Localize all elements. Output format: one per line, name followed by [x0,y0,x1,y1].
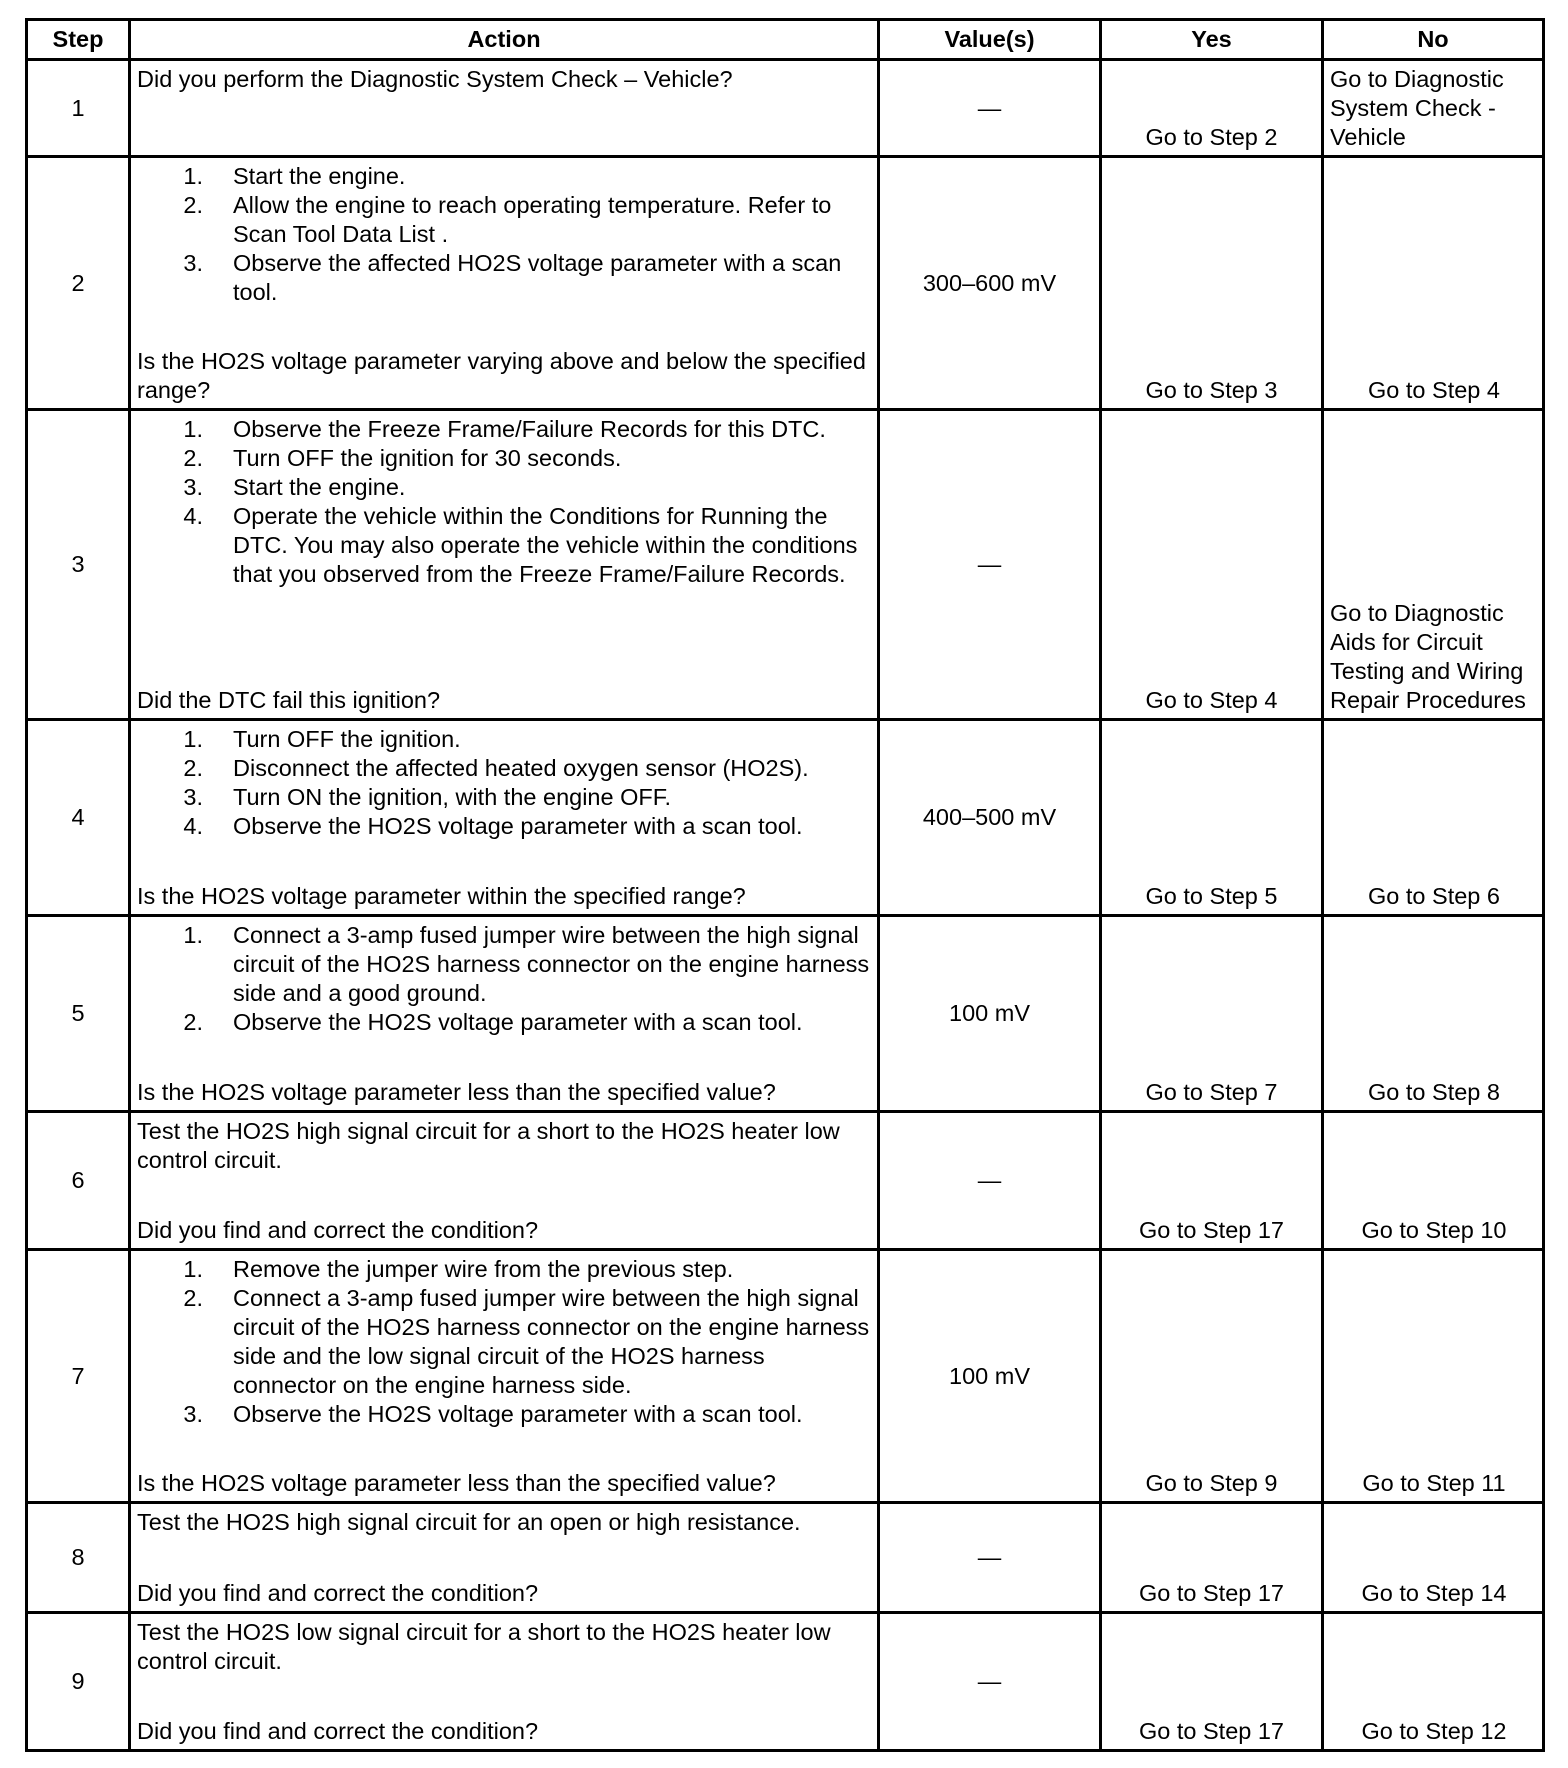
instruction-item: Turn ON the ignition, with the engine OFF. [233,784,672,810]
action-question: Did you find and correct the condition? [137,1217,539,1243]
no-cell: Go to Step 12 [1323,1613,1544,1751]
action-cell [130,1250,879,1503]
header-action: Action [130,20,879,60]
action-content [137,1508,871,1608]
value-cell: 400–500 mV [879,720,1101,916]
step-number: 4 [27,720,130,916]
step-number: 8 [27,1503,130,1613]
action-question: Is the HO2S voltage parameter within the specified range? [137,883,746,909]
action-question: Is the HO2S voltage parameter less than the specified value? [137,1079,776,1105]
table-row [27,157,1544,410]
action-cell [130,720,879,916]
table-row [27,916,1544,1112]
action-cell [130,1503,879,1613]
value-cell: — [879,410,1101,720]
instruction-item: Turn OFF the ignition. [233,726,461,752]
action-content [137,1618,871,1746]
instruction-item: Allow the engine to reach operating temperature. Refer to Scan Tool Data List . [233,192,832,247]
yes-cell: Go to Step 2 [1101,60,1323,157]
no-cell: Go to Step 4 [1323,157,1544,410]
instruction-item: Remove the jumper wire from the previous step. [233,1256,734,1282]
action-question: Is the HO2S voltage parameter varying above and below the specified range? [137,348,866,403]
yes-cell: Go to Step 4 [1101,410,1323,720]
action-cell [130,60,879,157]
action-question: Did the DTC fail this ignition? [137,687,441,713]
action-content [137,1117,871,1245]
action-text: Test the HO2S high signal circuit for an open or high resistance. [137,1509,801,1535]
no-cell: Go to Step 10 [1323,1112,1544,1250]
action-cell [130,157,879,410]
header-value: Value(s) [879,20,1101,60]
action-cell [130,1613,879,1751]
instruction-item: Observe the Freeze Frame/Failure Records for this DTC. [233,416,826,442]
yes-cell: Go to Step 7 [1101,916,1323,1112]
instruction-item: Start the engine. [233,163,406,189]
table-row [27,1250,1544,1503]
step-instructions [137,1255,871,1429]
value-cell: 100 mV [879,1250,1101,1503]
action-content [137,921,871,1107]
yes-cell: Go to Step 17 [1101,1613,1323,1751]
table-row [27,720,1544,916]
no-cell: Go to Diagnostic Aids for Circuit Testing and Wiring Repair Procedures [1323,410,1544,720]
table-row [27,1503,1544,1613]
action-text: Did you perform the Diagnostic System Check – Vehicle? [137,66,733,92]
instruction-item: Observe the HO2S voltage parameter with a scan tool. [233,813,803,839]
yes-cell: Go to Step 17 [1101,1112,1323,1250]
table-row [27,1613,1544,1751]
value-cell: 100 mV [879,916,1101,1112]
step-number: 6 [27,1112,130,1250]
step-number: 9 [27,1613,130,1751]
action-question: Is the HO2S voltage parameter less than the specified value? [137,1470,776,1496]
header-yes: Yes [1101,20,1323,60]
instruction-item: Disconnect the affected heated oxygen sensor (HO2S). [233,755,809,781]
instruction-item: Observe the HO2S voltage parameter with a scan tool. [233,1009,803,1035]
no-cell: Go to Diagnostic System Check - Vehicle [1323,60,1544,157]
instruction-item: Turn OFF the ignition for 30 seconds. [233,445,622,471]
table-row [27,410,1544,720]
action-cell [130,410,879,720]
header-no: No [1323,20,1544,60]
yes-cell: Go to Step 3 [1101,157,1323,410]
step-number: 3 [27,410,130,720]
step-instructions [137,162,871,307]
action-question: Did you find and correct the condition? [137,1580,539,1606]
instruction-item: Start the engine. [233,474,406,500]
value-cell: — [879,60,1101,157]
yes-cell: Go to Step 5 [1101,720,1323,916]
step-instructions [137,921,871,1037]
step-number: 5 [27,916,130,1112]
header-step: Step [27,20,130,60]
action-content [137,162,871,405]
action-cell [130,1112,879,1250]
instruction-item: Operate the vehicle within the Conditions for Running the DTC. You may also operate the vehicle within the conditions that you observed from the Freeze Frame/Failure Records. [233,503,858,587]
instruction-item: Observe the HO2S voltage parameter with a scan tool. [233,1401,803,1427]
action-text: Test the HO2S high signal circuit for a short to the HO2S heater low control circuit. [137,1118,840,1173]
no-cell: Go to Step 14 [1323,1503,1544,1613]
yes-cell: Go to Step 17 [1101,1503,1323,1613]
diagnostic-table-container [25,18,1542,1752]
action-content [137,65,871,143]
step-number: 7 [27,1250,130,1503]
value-cell: — [879,1112,1101,1250]
table-row [27,60,1544,157]
instruction-item: Connect a 3-amp fused jumper wire between the high signal circuit of the HO2S harness connector on the engine harness side and the low signal circuit of the HO2S harness connector on the engine harness side. [233,1285,870,1398]
instruction-item: Observe the affected HO2S voltage parameter with a scan tool. [233,250,842,305]
action-cell [130,916,879,1112]
instruction-item: Connect a 3-amp fused jumper wire between the high signal circuit of the HO2S harness connector on the engine harness side and a good ground. [233,922,870,1006]
action-content [137,725,871,911]
step-number: 1 [27,60,130,157]
value-cell: — [879,1613,1101,1751]
value-cell: 300–600 mV [879,157,1101,410]
step-instructions [137,725,871,841]
no-cell: Go to Step 8 [1323,916,1544,1112]
table-row [27,1112,1544,1250]
step-number: 2 [27,157,130,410]
no-cell: Go to Step 11 [1323,1250,1544,1503]
action-content [137,415,871,715]
diagnostic-table [25,18,1545,1752]
step-instructions [137,415,871,589]
action-text: Test the HO2S low signal circuit for a short to the HO2S heater low control circuit. [137,1619,831,1674]
action-content [137,1255,871,1498]
value-cell: — [879,1503,1101,1613]
no-cell: Go to Step 6 [1323,720,1544,916]
yes-cell: Go to Step 9 [1101,1250,1323,1503]
action-question: Did you find and correct the condition? [137,1718,539,1744]
header-row [27,20,1544,60]
